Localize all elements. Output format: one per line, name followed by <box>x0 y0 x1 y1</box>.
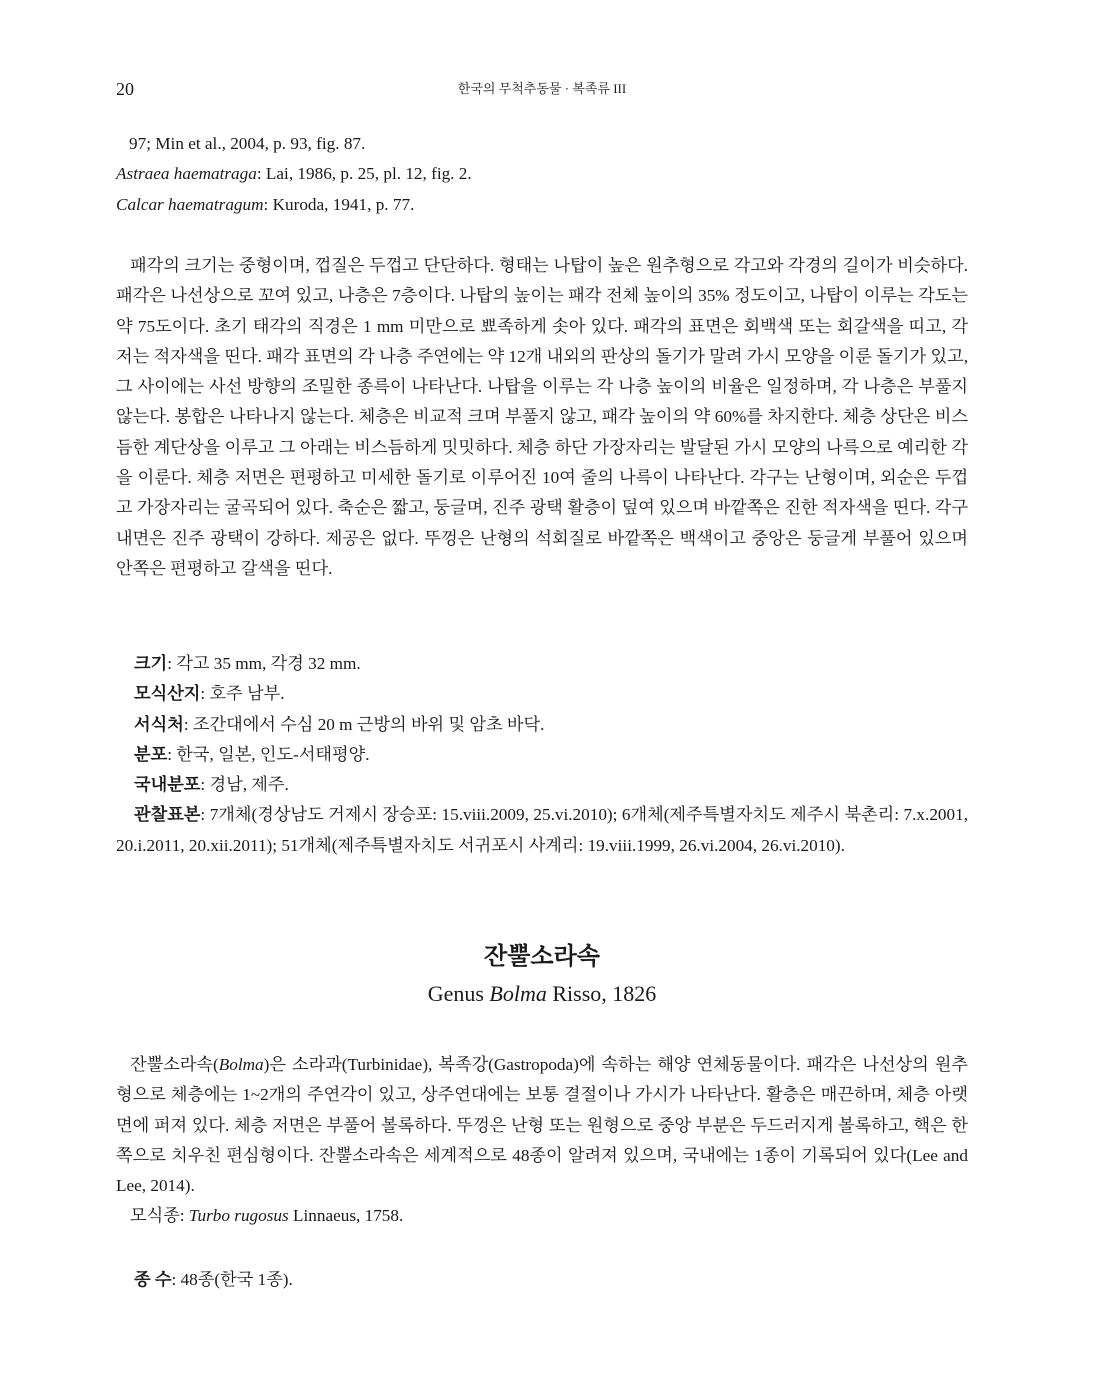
genus-name: Bolma <box>489 981 547 1006</box>
type-species-author: Linnaeus, 1758. <box>288 1206 404 1226</box>
genus-text: )은 소라과(Turbinidae), 복족강(Gastropoda)에 속하는 해양 연체동물이다. 패각은 나선상의 원추형으로 체층에는 1~2개의 주연각이 있고, 상주연대에는 보통 결절이나 가시가 나타난다. 활층은 매끈하며, 체층 아랫면에 퍼져 있다. 체층 저면은 부풀어 볼록하다. 뚜껑은 난형 또는 원형으로 중앙 부분은 두드러지게 볼록하고, 핵은 한 쪽으로 치우친 편심형이다. 잔뿔소라속은 세계적으로 48종이 알려져 있으며, 국내에는 1종이 기록되어 있다(Lee and Lee, 2014). <box>116 1055 968 1196</box>
description-paragraph: 패각의 크기는 중형이며, 껍질은 두껍고 단단하다. 형태는 나탑이 높은 원추형으로 각고와 각경의 길이가 비슷하다. 패각은 나선상으로 꼬여 있고, 나층은 7층이다. 나탑의 높이는 패각 전체 높이의 35% 정도이고, 나탑이 이루는 각도는 약 75도이다. 초기 태각의 직경은 1 mm 미만으로 뾰족하게 솟아 있다. 패각의 표면은 회백색 또는 회갈색을 띠고, 각저는 적자색을 띤다. 패각 표면의 각 나층 주연에는 약 12개 내외의 판상의 돌기가 말려 가시 모양을 이룬 돌기가 있고, 그 사이에는 사선 방향의 조밀한 종륵이 나타난다. 나탑을 이루는 각 나층 높이의 비율은 일정하며, 각 나층은 부풀지 않는다. 봉합은 나타나지 않는다. 체층은 비교적 크며 부풀지 않고, 패각 높이의 약 60%를 차지한다. 체층 상단은 비스듬한 계단상을 이루고 그 아래는 비스듬하게 밋밋하다. 체층 하단 가장자리는 발달된 가시 모양의 나륵으로 예리한 각을 이룬다. 체층 저면은 편평하고 미세한 돌기로 이루어진 10여 줄의 나륵이 나타난다. 각구는 난형이며, 외순은 두껍고 가장자리는 굴곡되어 있다. 축순은 짧고, 둥글며, 진주 광택 활층이 덮여 있으며 바깥쪽은 진한 적자색을 띤다. 각구 내면은 진주 광택이 강하다. 제공은 없다. 뚜껑은 난형의 석회질로 바깥쪽은 백색이고 중앙은 둥글게 부풀어 있으며 안쪽은 편평하고 갈색을 띤다. <box>116 256 968 578</box>
genus-title-latin <box>116 977 968 1011</box>
taxon-name: Astraea haematraga <box>116 164 257 184</box>
fact-type-locality <box>116 679 968 709</box>
taxon-name: Calcar haematragum <box>116 194 264 214</box>
fact-korean-distribution <box>116 770 968 800</box>
genus-heading <box>116 940 968 1011</box>
fact-value: : 조간대에서 수심 20 m 근방의 바위 및 암초 바닥. <box>183 714 545 734</box>
species-description <box>116 251 968 584</box>
species-count-value: : 48종(한국 1종). <box>171 1270 293 1289</box>
genus-description <box>116 1050 968 1232</box>
fact-label: 국내분포 <box>134 775 201 795</box>
genus-italic: Bolma <box>218 1055 264 1074</box>
reference-text: : Kuroda, 1941, p. 77. <box>263 194 415 214</box>
reference-text: : Lai, 1986, p. 25, pl. 12, fig. 2. <box>256 164 472 184</box>
type-species-label: 모식종: <box>130 1206 189 1226</box>
fact-label: 모식산지 <box>134 684 201 704</box>
reference-line <box>116 159 968 189</box>
reference-line <box>116 129 968 159</box>
fact-value: : 경남, 제주. <box>200 775 289 795</box>
genus-paragraph <box>116 1050 968 1201</box>
reference-line <box>116 190 968 220</box>
running-title: 한국의 무척추동물 · 복족류 III <box>457 81 627 96</box>
species-count-label: 종 수 <box>134 1270 172 1289</box>
synonym-references <box>116 129 968 220</box>
genus-title-korean: 잔뿔소라속 <box>484 944 600 970</box>
fact-specimens <box>116 800 968 861</box>
page-header <box>116 74 968 104</box>
fact-label: 분포 <box>134 744 168 764</box>
genus-prefix: Genus <box>427 981 490 1006</box>
fact-value: : 호주 남부. <box>200 684 285 704</box>
fact-size <box>116 649 968 679</box>
fact-label: 관찰표본 <box>134 805 201 825</box>
fact-value: : 7개체(경상남도 거제시 장승포: 15.viii.2009, 25.vi.2010); 6개체(제주특별자치도 제주시 북촌리: 7.x.2001, 20.i.2011, 20.xii.2011); 51개체(제주특별자치도 서귀포시 사계리: 19.viii.1999, 26.vi.2004, 26.vi.2010). <box>116 805 968 855</box>
fact-value: : 각고 35 mm, 각경 32 mm. <box>167 654 361 673</box>
fact-habitat <box>116 710 968 740</box>
type-species-name: Turbo rugosus <box>188 1206 289 1226</box>
type-species <box>116 1201 968 1231</box>
fact-label: 크기 <box>134 654 168 673</box>
genus-author: Risso, 1826 <box>546 981 657 1006</box>
page-number: 20 <box>116 79 134 99</box>
fact-label: 서식처 <box>134 714 184 734</box>
genus-text: 잔뿔소라속( <box>130 1055 219 1074</box>
fact-distribution <box>116 740 968 770</box>
reference-text: 97; Min et al., 2004, p. 93, fig. 87. <box>129 134 366 153</box>
species-count <box>116 1265 986 1295</box>
species-facts <box>116 649 968 861</box>
fact-value: : 한국, 일본, 인도-서태평양. <box>167 744 370 764</box>
